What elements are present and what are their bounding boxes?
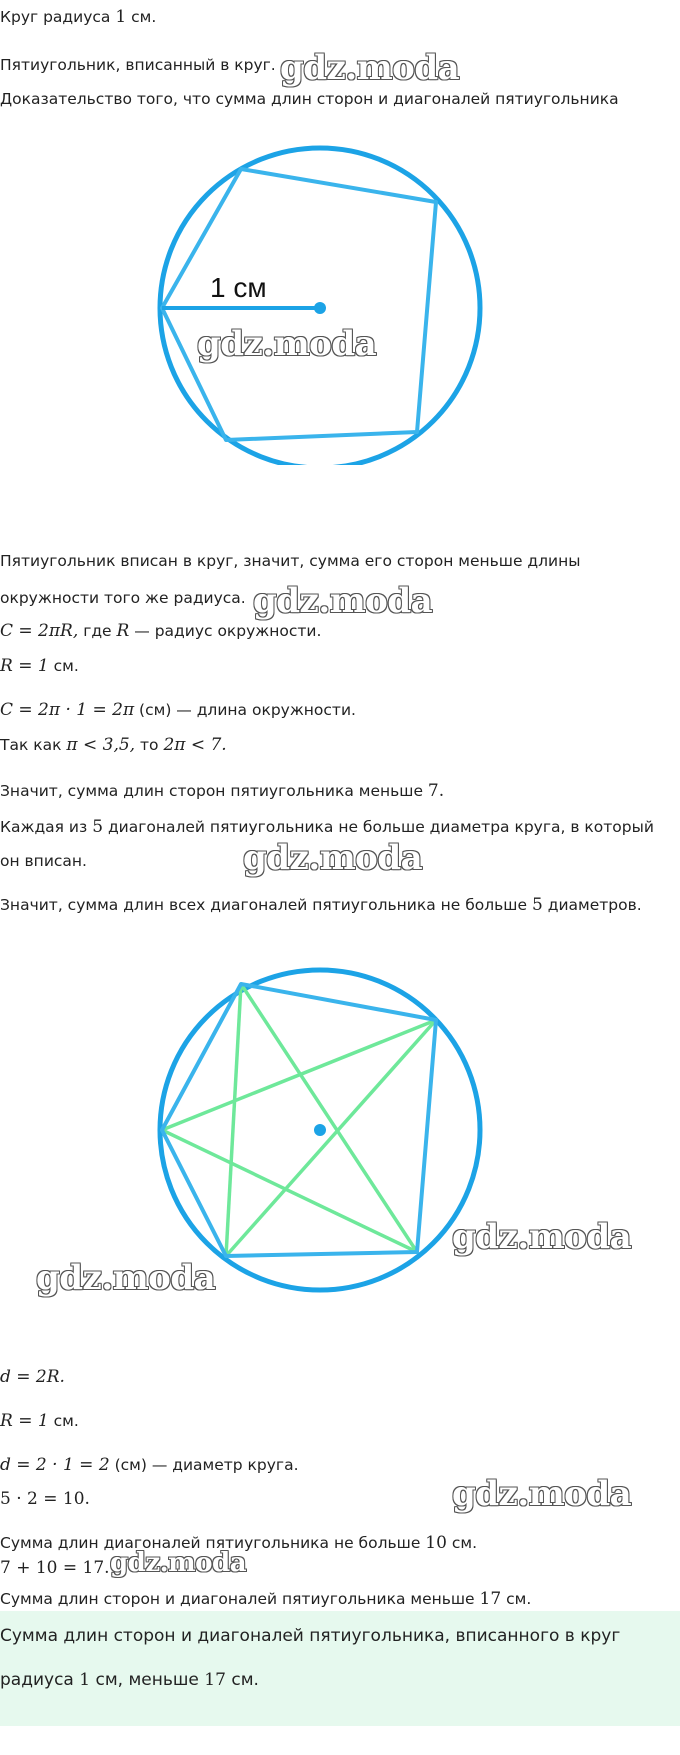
text-line-18: Сумма длин диагоналей пятиугольника не больше 10 см. [0,1533,477,1553]
text-line-12: он вписан. [0,852,87,870]
text-line-17: 5 · 2 = 10. [0,1489,90,1509]
text-line-8: C = 2π · 1 = 2π (см) — длина окружности. [0,700,356,720]
answer-line-1: Сумма длин сторон и диагоналей пятиугольника, вписанного в круг [0,1626,621,1646]
text-line-7: R = 1 см. [0,656,79,676]
watermark: gdz.moda [36,1258,216,1298]
text-line-6: C = 2πR, где R — радиус окружности. [0,621,322,641]
answer-box [0,1611,680,1726]
center-point [314,1124,326,1136]
text-line-1: Круг радиуса 1 см. [0,7,157,27]
watermark: gdz.moda [452,1217,632,1257]
radius-label: 1 см [210,272,267,303]
text-line-9: Так как π < 3,5, то 2π < 7. [0,735,227,755]
text-line-4: Пятиугольник вписан в круг, значит, сумма его сторон меньше длины [0,552,581,570]
text-line-5: окружности того же радиуса. [0,589,246,607]
watermark: gdz.moda [253,581,433,621]
text-line-10: Значит, сумма длин сторон пятиугольника меньше 7. [0,781,445,801]
text-line-3: Доказательство того, что сумма длин сторон и диагоналей пятиугольника [0,90,619,108]
figure-circle-pentagon [0,125,680,465]
answer-line-2: радиуса 1 см, меньше 17 см. [0,1670,259,1690]
watermark: gdz.moda [243,838,423,878]
center-point [314,302,326,314]
watermark: gdz.moda [452,1474,632,1514]
text-line-11: Каждая из 5 диагоналей пятиугольника не больше диаметра круга, в который [0,817,654,837]
text-line-16: d = 2 · 1 = 2 (см) — диаметр круга. [0,1455,299,1475]
watermark: gdz.moda [197,324,377,364]
text-line-13: Значит, сумма длин всех диагоналей пятиугольника не больше 5 диаметров. [0,895,642,915]
text-line-19: 7 + 10 = 17. [0,1558,110,1578]
watermark: gdz.moda [280,48,460,88]
text-line-2: Пятиугольник, вписанный в круг. [0,56,276,74]
text-line-15: R = 1 см. [0,1411,79,1431]
watermark: gdz.moda [110,1548,247,1578]
text-line-20: Сумма длин сторон и диагоналей пятиугольника меньше 17 см. [0,1589,532,1609]
inscribed-pentagon [162,169,436,440]
text-line-14: d = 2R. [0,1367,65,1387]
